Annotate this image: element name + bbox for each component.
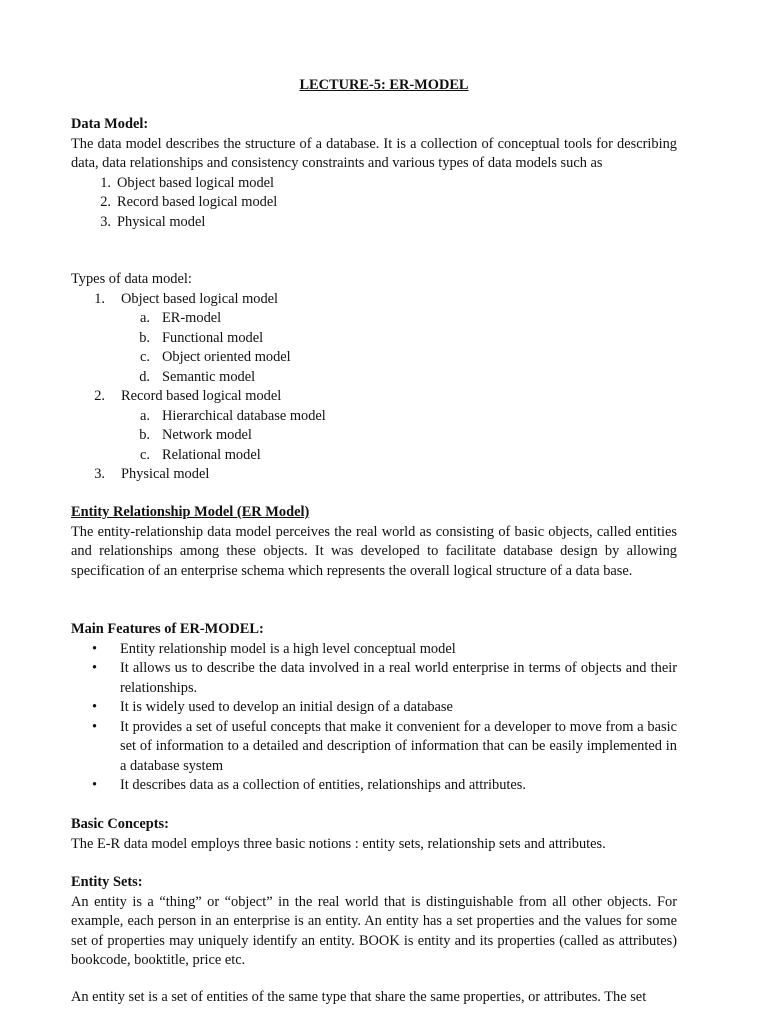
sub-list-item	[71, 309, 677, 329]
sub-list-marker: c.	[140, 446, 150, 463]
bullet-text: It provides a set of useful concepts that make it convenient for a developer to move from a basic set of information to a detailed and description of information that can be easily implemented in a database system	[120, 718, 677, 774]
sub-list-marker: d.	[139, 368, 150, 385]
list-marker: 1.	[100, 174, 111, 191]
basic-concepts-section	[71, 815, 677, 854]
sub-list-marker: b.	[139, 427, 150, 443]
entity-set-paragraph: An entity set is a set of entities of the same type that share the same properties, or attributes. The set	[71, 989, 647, 1005]
bullet-text: Entity relationship model is a high level conceptual model	[120, 640, 456, 657]
entity-sets-paragraph: An entity is a “thing” or “object” in the real world that is distinguishable from all other objects. For example, each person in an enterprise is an entity. An entity has a set properties and the values for some set of properties may uniquely identify an entity. BOOK is entity and its properties (called as attributes) bookcode, booktitle, price etc.	[71, 893, 677, 968]
list-item	[71, 213, 677, 233]
er-model-paragraph: The entity-relationship data model perceives the real world as consisting of basic objects, called entities and relationships among these objects. It was developed to facilitate database design by allowing specification of an enterprise schema which represents the overall logical structure of a data base.	[71, 523, 677, 579]
bullet-marker: •	[92, 777, 98, 793]
data-model-section	[71, 115, 677, 232]
entity-sets-heading: Entity Sets:	[71, 874, 143, 890]
list-text: Object based logical model	[117, 174, 275, 191]
bullet-text: It allows us to describe the data involved in a real world enterprise in terms of objects and their relationships.	[120, 660, 677, 696]
list-marker: 2.	[100, 194, 111, 210]
entity-set-definition	[71, 988, 677, 1008]
list-text: Object based logical model	[121, 290, 279, 307]
list-text: Record based logical model	[121, 388, 282, 404]
bullet-item	[71, 640, 677, 660]
data-model-paragraph: The data model describes the structure of a database. It is a collection of conceptual tools for describing data, data relationships and consistency constraints and various types of data models such as	[71, 135, 677, 171]
sub-list-marker: b.	[139, 329, 150, 346]
data-model-list	[71, 174, 677, 233]
bullet-text: It is widely used to develop an initial design of a database	[120, 699, 453, 715]
sub-list-text: ER-model	[162, 310, 222, 326]
bullet-marker: •	[92, 699, 98, 715]
list-item	[71, 465, 677, 485]
list-item	[71, 174, 677, 194]
entity-sets-section	[71, 873, 677, 971]
bullet-item	[71, 776, 677, 796]
basic-concepts-paragraph: The E-R data model employs three basic notions : entity sets, relationship sets and attributes.	[71, 835, 606, 852]
sub-list-item	[71, 348, 677, 368]
list-item	[71, 193, 677, 213]
list-text: Physical model	[121, 466, 210, 482]
bullet-marker: •	[92, 660, 98, 676]
basic-concepts-heading: Basic Concepts:	[71, 816, 169, 832]
list-text: Record based logical model	[117, 194, 278, 210]
bullet-item	[71, 718, 677, 777]
lecture-title: LECTURE-5: ER-MODEL	[299, 77, 469, 93]
features-section	[71, 620, 677, 796]
er-model-heading: Entity Relationship Model (ER Model)	[71, 504, 310, 520]
sub-list-item	[71, 446, 677, 466]
list-marker: 2.	[94, 388, 105, 404]
sub-list-marker: c.	[140, 349, 150, 365]
sub-list-marker: a.	[140, 407, 150, 424]
sub-list-item	[71, 329, 677, 349]
bullet-item	[71, 698, 677, 718]
types-section	[71, 270, 677, 485]
sub-list-item	[71, 407, 677, 427]
types-heading: Types of data model:	[71, 271, 192, 287]
sub-list-text: Functional model	[162, 329, 264, 346]
sub-list-text: Object oriented model	[162, 349, 291, 365]
features-heading: Main Features of ER-MODEL:	[71, 621, 264, 637]
list-marker: 3.	[94, 466, 105, 482]
list-item	[71, 387, 677, 407]
bullet-marker: •	[92, 718, 98, 735]
sub-list-text: Network model	[162, 427, 252, 443]
sub-list-text: Semantic model	[162, 368, 256, 385]
sub-list-text: Hierarchical database model	[162, 407, 326, 424]
list-item	[71, 290, 677, 310]
sub-list-marker: a.	[140, 310, 150, 326]
sub-list-text: Relational model	[162, 446, 261, 463]
bullet-text: It describes data as a collection of entities, relationships and attributes.	[120, 777, 527, 793]
bullet-marker: •	[92, 640, 98, 657]
list-marker: 3.	[100, 213, 111, 230]
sub-list-item	[71, 368, 677, 388]
bullet-item	[71, 659, 677, 698]
list-marker: 1.	[94, 290, 105, 307]
data-model-heading: Data Model:	[71, 116, 149, 132]
list-text: Physical model	[117, 213, 206, 230]
sub-list-item	[71, 426, 677, 446]
er-model-section	[71, 503, 677, 581]
